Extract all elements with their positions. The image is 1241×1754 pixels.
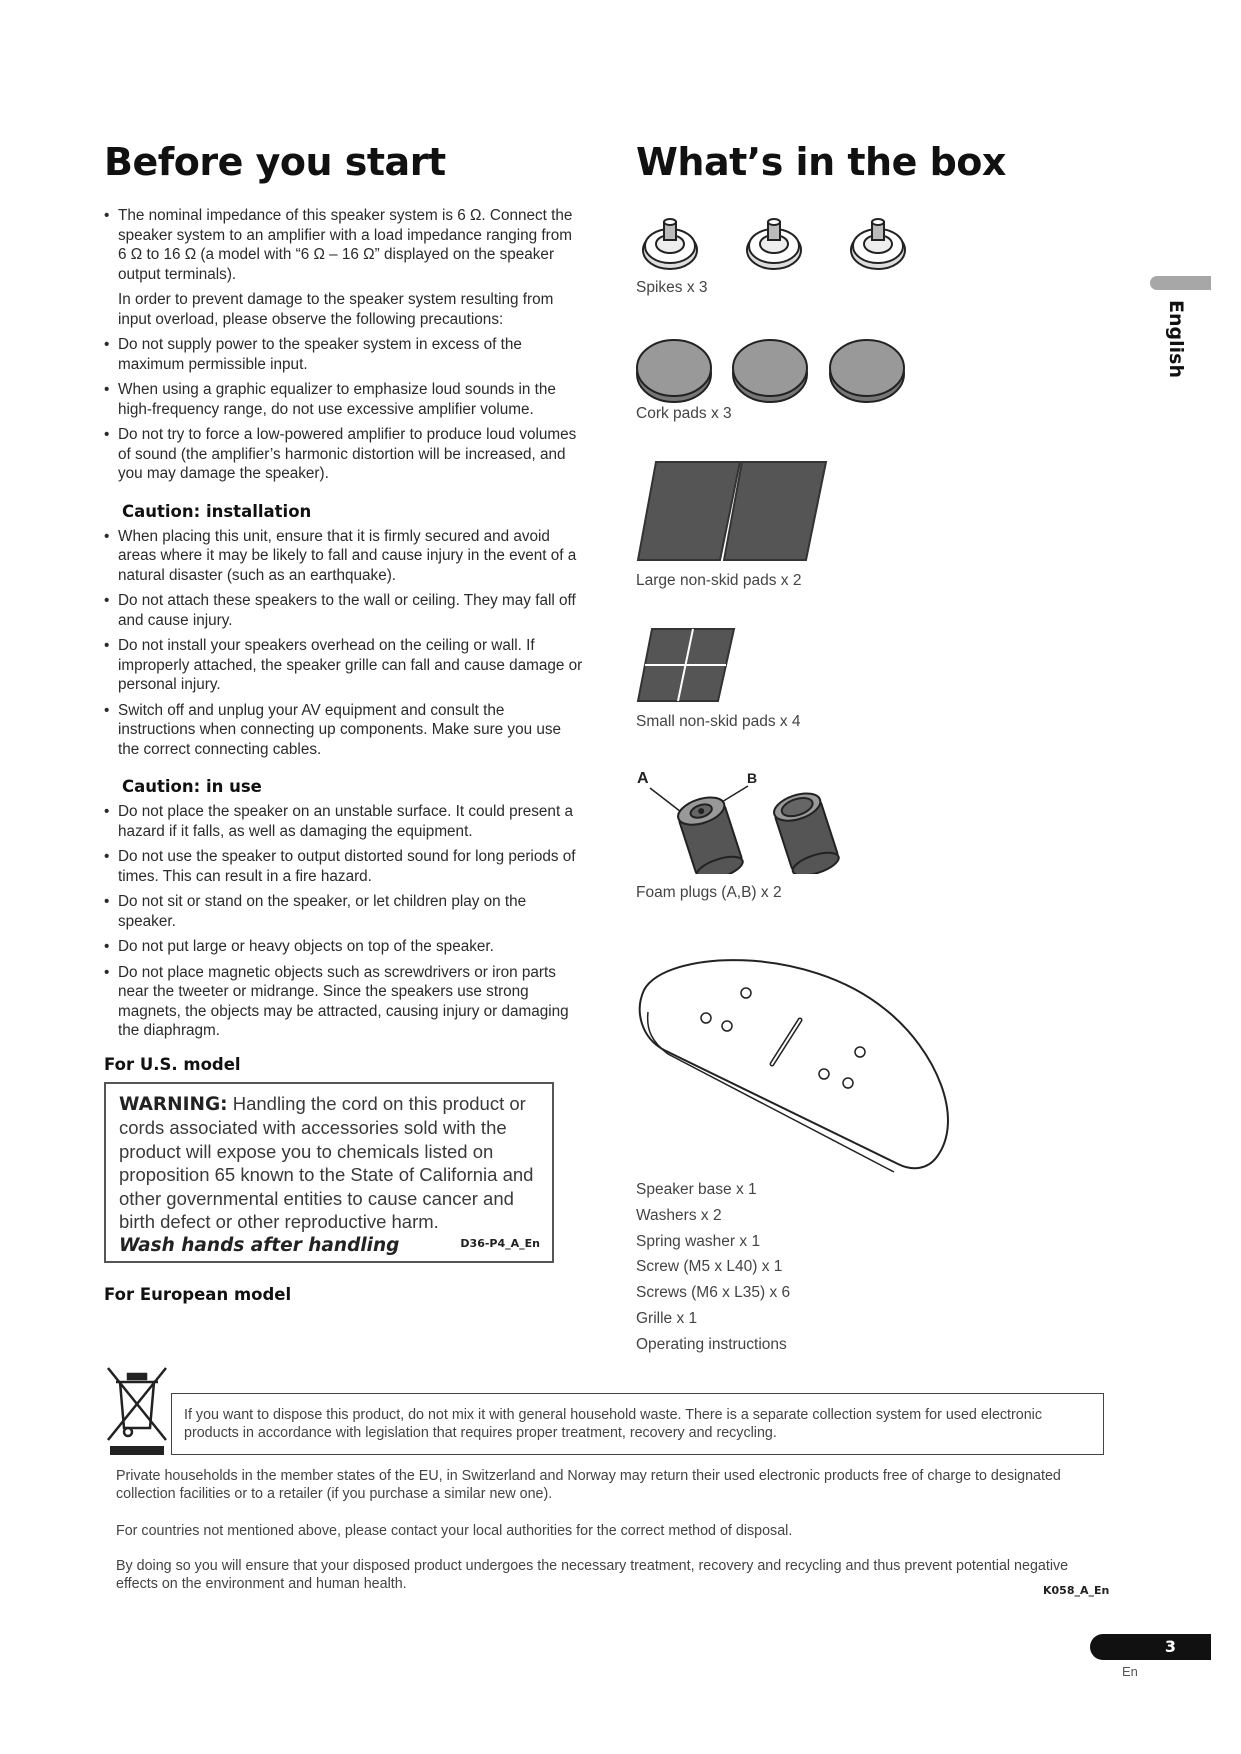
- left-column: [104, 140, 584, 1312]
- list-item: Screw (M5 x L40) x 1: [636, 1258, 783, 1276]
- precautions-list: [104, 335, 584, 484]
- eu-model-heading: For European model: [104, 1285, 292, 1304]
- list-item: Washers x 2: [636, 1206, 722, 1224]
- foam-plugs-illustration: [636, 770, 856, 874]
- foam-label-b: B: [747, 770, 758, 786]
- spikes-caption: Spikes x 3: [636, 279, 708, 296]
- caution-in-use-list: [104, 802, 584, 1041]
- whats-in-the-box-title: What’s in the box: [636, 140, 1006, 184]
- impedance-list: [104, 206, 584, 284]
- list-item: • Do not sit or stand on the speaker, or let children play on the speaker.: [104, 892, 584, 931]
- weee-bin-icon: [106, 1366, 168, 1456]
- caution-installation-list: [104, 527, 584, 760]
- right-column: [636, 140, 1056, 184]
- foam-label-a: A: [637, 770, 649, 787]
- list-item: Grille x 1: [636, 1309, 698, 1327]
- us-model-heading: For U.S. model: [104, 1054, 241, 1074]
- caution-installation-heading: Caution: installation: [122, 501, 312, 521]
- list-item: • Do not supply power to the speaker system in excess of the maximum permissible input.: [104, 335, 584, 374]
- warning-text: Handling the cord on this product or cords associated with accessories sold with the product will expose you to chemicals listed on proposition 65 known to the State of California and other governmental entities to cause cancer and birth defect or other reproductive harm.: [119, 1092, 534, 1232]
- spikes-illustration: [636, 208, 916, 274]
- prop65-warning-box: [104, 1082, 554, 1264]
- list-item: Spring washer x 1: [636, 1232, 761, 1250]
- eu-para-effects: By doing so you will ensure that your disposed product undergoes the necessary treatment, recovery and recycling and thus prevent potential negative effects on the environment and human health.: [116, 1558, 1069, 1592]
- cork-pads-illustration: [636, 334, 916, 404]
- list-item: • Do not install your speakers overhead on the ceiling or wall. If improperly attached, the speaker grille can fall and cause damage or personal injury.: [104, 636, 584, 695]
- list-item: • When placing this unit, ensure that it is firmly secured and avoid areas where it may be likely to fall and cause injury in the event of a natural disaster (such as an earthquake).: [104, 527, 584, 586]
- page-lang: En: [1122, 1664, 1138, 1679]
- eu-disposal-box: If you want to dispose this product, do not mix it with general household waste. There is a separate collection system for used electronic products in accordance with legislation that requires proper treatment, recovery and recycling.: [171, 1393, 1104, 1455]
- list-item: Speaker base x 1: [636, 1181, 757, 1198]
- list-item: • Do not attach these speakers to the wall or ceiling. They may fall off and cause injury.: [104, 591, 584, 630]
- eu-code: K058_A_En: [1043, 1584, 1110, 1597]
- caution-in-use-heading: Caution: in use: [122, 777, 262, 796]
- list-item: • Do not place magnetic objects such as screwdrivers or iron parts near the tweeter or midrange. Since the speakers use strong magnets, the objects may be attracted, causing injury or damaging the diaphragm.: [104, 963, 584, 1041]
- list-item: • Do not put large or heavy objects on top of the speaker.: [104, 937, 584, 957]
- large-pads-caption: Large non-skid pads x 2: [636, 572, 802, 589]
- english-tab-label: English: [1165, 300, 1187, 378]
- wash-hands-text: Wash hands after handling: [119, 1234, 400, 1256]
- eu-para-other-countries: For countries not mentioned above, please contact your local authorities for the correct method of disposal.: [116, 1523, 793, 1539]
- speaker-base-illustration: [636, 950, 956, 1180]
- small-pads-caption: Small non-skid pads x 4: [636, 713, 801, 730]
- warning-label: WARNING:: [119, 1093, 228, 1115]
- list-item: Operating instructions: [636, 1335, 787, 1353]
- list-item: • Do not use the speaker to output distorted sound for long periods of times. This can result in a fire hazard.: [104, 847, 584, 886]
- before-you-start-title: Before you start: [104, 140, 446, 184]
- precautions-intro: In order to prevent damage to the speaker system resulting from input overload, please observe the following precautions:: [118, 291, 554, 328]
- list-item: • Switch off and unplug your AV equipment and consult the instructions when connecting up components. Make sure you use the correct connecting cables.: [104, 701, 584, 760]
- language-tab: [1150, 276, 1211, 290]
- cork-pads-caption: Cork pads x 3: [636, 405, 732, 422]
- large-pads-illustration: [636, 460, 836, 564]
- list-item: Screws (M6 x L35) x 6: [636, 1284, 791, 1302]
- eu-para-households: Private households in the member states of the EU, in Switzerland and Norway may return their used electronic products free of charge to designated collection facilities or to a retailer (if you purchase a similar new one).: [116, 1468, 1061, 1502]
- list-item: • When using a graphic equalizer to emphasize loud sounds in the high-frequency range, do not use excessive amplifier volume.: [104, 380, 584, 419]
- list-item: • Do not try to force a low-powered amplifier to produce loud volumes of sound (the amplifier’s harmonic distortion will be increased, and you may damage the speaker).: [104, 425, 584, 484]
- warning-code: D36-P4_A_En: [460, 1236, 540, 1250]
- page-number: 3: [1090, 1634, 1211, 1660]
- foam-plugs-caption: Foam plugs (A,B) x 2: [636, 884, 782, 901]
- box-contents-list: [636, 1177, 790, 1358]
- list-item: • Do not place the speaker on an unstable surface. It could present a hazard if it falls, as well as damaging the equipment.: [104, 802, 584, 841]
- small-pads-illustration: [636, 627, 746, 703]
- list-item: • The nominal impedance of this speaker system is 6 Ω. Connect the speaker system to an amplifier with a load impedance ranging from 6 Ω to 16 Ω (a model with “6 Ω – 16 Ω” displayed on the speaker output terminals).: [104, 206, 584, 284]
